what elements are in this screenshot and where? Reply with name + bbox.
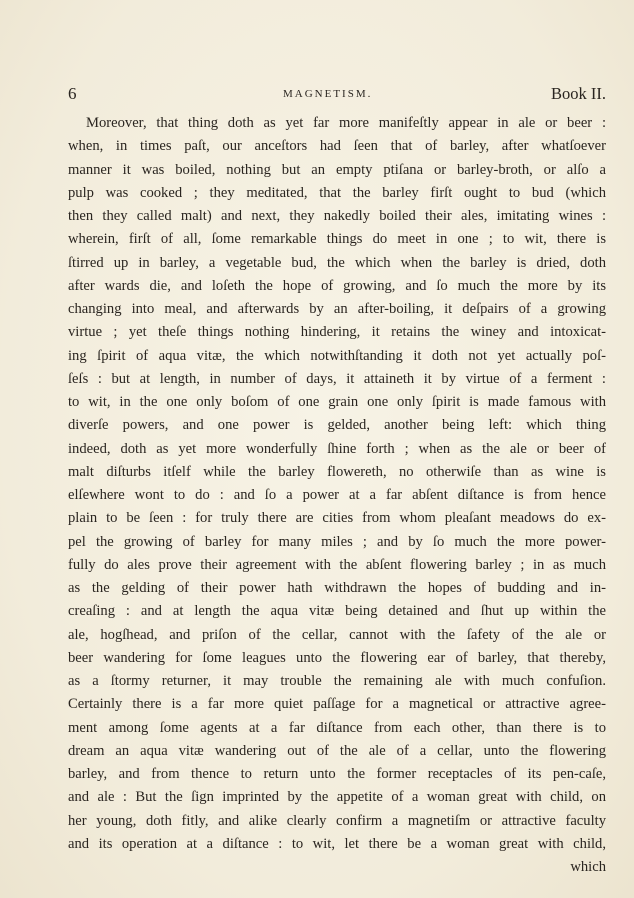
text-line: which <box>570 859 606 875</box>
text-line: and ale : But the ſign imprinted by the appetite of a woman great with child, on <box>68 789 606 806</box>
text-line: indeed, doth as yet more wonderfully ſhine forth ; when as the ale or beer of <box>68 440 606 457</box>
text-line: ment among ſome agents at a far diſtance from each other, than there is to <box>68 719 606 736</box>
text-line: when, in times paſt, our anceſtors had ſeen that of barley, after whatſoever <box>68 138 606 155</box>
body-text <box>68 112 606 879</box>
text-line: then they called malt) and next, they nakedly boiled their ales, imitating wines : <box>68 208 606 224</box>
text-line: Certainly there is a far more quiet paſſage for a magnetical or attractive agree- <box>68 696 606 713</box>
running-title: MAGNETISM. <box>283 88 373 100</box>
text-line: beer wandering for ſome leagues unto the flowering ear of barley, that thereby, <box>68 649 606 666</box>
text-line: fully do ales prove their agreement with the abſent flowering barley ; in as much <box>68 556 606 573</box>
text-line: ſtirred up in barley, a vegetable bud, the which when the barley is dried, doth <box>68 254 606 271</box>
text-line: manner it was boiled, nothing but an empty ptiſana or barley-broth, or alſo a <box>68 161 606 178</box>
text-line: as the gelding of their power hath withdrawn the hopes of budding and in- <box>68 580 606 596</box>
text-line: barley, and from thence to return unto the former receptacles of its pen-caſe, <box>68 766 606 782</box>
text-line: diverſe powers, and one power is gelded, another being left: which thing <box>68 417 606 434</box>
text-line: wherein, firſt of all, ſome remarkable things do meet in one ; to wit, there is <box>68 231 606 248</box>
text-line: ing ſpirit of aqua vitæ, the which notwithſtanding it doth not yet actually poſ- <box>68 347 606 364</box>
text-line: ſeſs : but at length, in number of days, it attaineth it by virtue of a ferment : <box>68 370 606 387</box>
text-line: malt diſturbs itſelf while the barley flowereth, no otherwiſe than as wine is <box>68 463 606 480</box>
text-line: and its operation at a diſtance : to wit, let there be a woman great with child, <box>68 835 606 852</box>
page-number: 6 <box>68 84 77 103</box>
text-line: dream an aqua vitæ wandering out of the ale of a cellar, unto the flowering <box>68 742 606 759</box>
text-line: plain to be ſeen : for truly there are cities from whom pleaſant meadows do ex- <box>68 510 606 527</box>
text-line: changing into meal, and afterwards by an after-boiling, it deſpairs of a growing <box>68 301 606 317</box>
text-line: elſewhere wont to do : and ſo a power at a far abſent diſtance is from hence <box>68 487 606 503</box>
text-line: to wit, in the one only boſom of one grain one only ſpirit is made famous with <box>68 394 606 410</box>
text-line: her young, doth fitly, and alike clearly confirm a magnetiſm or attractive faculty <box>68 812 606 829</box>
text-line: after wards die, and loſeth the hope of growing, and ſo much the more by its <box>68 277 606 294</box>
page-header <box>68 84 606 108</box>
text-line: pulp was cooked ; they meditated, that the barley firſt ought to bud (which <box>68 184 606 201</box>
book-label: Book II. <box>551 84 606 103</box>
text-line: Moreover, that thing doth as yet far more manifeſtly appear in ale or beer : <box>86 115 606 131</box>
text-line: as a ſtormy returner, it may trouble the remaining ale with much confuſion. <box>68 673 606 689</box>
text-line: ale, hogſhead, and priſon of the cellar, cannot with the ſafety of the ale or <box>68 626 606 643</box>
text-line: pel the growing of barley for many miles ; and by ſo much the more power- <box>68 533 606 550</box>
text-line: virtue ; yet theſe things nothing hindering, it retains the winey and intoxicat- <box>68 324 606 341</box>
text-line: creaſing : and at length the aqua vitæ being detained and ſhut up within the <box>68 603 606 620</box>
